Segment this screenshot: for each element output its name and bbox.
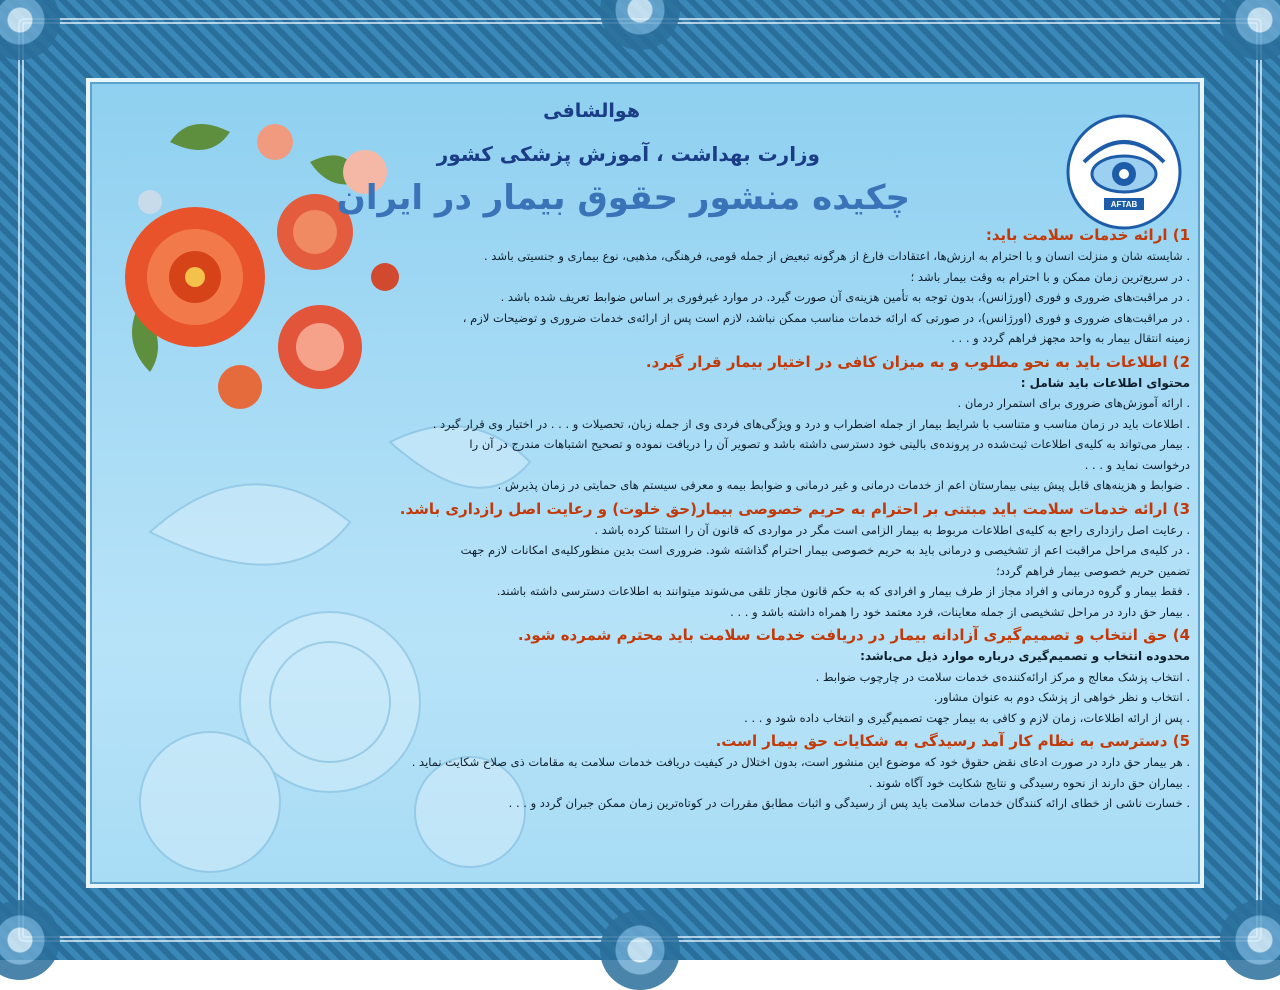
- list-item: . در کلیه‌ی مراحل مراقبت اعم از تشخیصی و درمانی باید به حریم خصوصی بیمار احترام گذاشته شود. ضروری است بدین منظورکلیه‌ی امکانات لازم جهت: [330, 540, 1190, 561]
- list-item: . در مراقبت‌های ضروری و فوری (اورژانس)، در صورتی که ارائه خدمات مناسب ممکن نباشد، لازم است پس از ارائه‌ی خدمات ضروری و توضیحات لازم ،: [330, 308, 1190, 329]
- list-item: . پس از ارائه اطلاعات، زمان لازم و کافی به بیمار جهت تصمیم‌گیری و انتخاب داده شود و . . .: [330, 708, 1190, 729]
- list-item: . اطلاعات باید در زمان مناسب و متناسب با شرایط بیمار از جمله اضطراب و درد و ویژگی‌های فردی وی از جمله زبان، تحصیلات و . . . در اختیار وی قرار گیرد .: [330, 414, 1190, 435]
- list-item: . ضوابط و هزینه‌های قابل پیش بینی بیمارستان اعم از خدمات درمانی و غیر درمانی و ضوابط بیمه و معرفی سیستم های حمایتی در زمان پذیرش .: [330, 475, 1190, 496]
- charter-content: [330, 224, 1190, 814]
- section-subheading: محدوده انتخاب و تصمیم‌گیری درباره موارد ذیل می‌باشد:: [860, 649, 1190, 663]
- frame-bottom-ornament: [600, 910, 680, 990]
- section-subheading: محتوای اطلاعات باید شامل :: [1020, 375, 1190, 390]
- logo-text: AFTAB: [1110, 200, 1138, 209]
- list-item: . ارائه آموزش‌های ضروری برای استمرار درمان .: [330, 393, 1190, 414]
- ministry-title: وزارت بهداشت ، آموزش پزشکی کشور: [436, 142, 820, 166]
- frame-top-ornament: [600, 0, 680, 50]
- charter-panel: [86, 78, 1204, 888]
- section-heading: 3) ارائه خدمات سلامت باید مبتنی بر احترام به حریم خصوصی بیمار(حق خلوت) و رعایت اصل رازداری باشد.: [399, 499, 1190, 518]
- list-item: . بیماران حق دارند از نحوه رسیدگی و نتایج شکایت خود آگاه شوند .: [330, 773, 1190, 794]
- list-item: . انتخاب و نظر خواهی از پزشک دوم به عنوان مشاور.: [330, 687, 1190, 708]
- list-item: . بیمار می‌تواند به کلیه‌ی اطلاعات ثبت‌شده در پرونده‌ی بالینی خود دسترسی داشته باشد و تصویر آن را دریافت نموده و تصحیح اشتباهات مندرج در آن را: [330, 434, 1190, 455]
- list-item: . شایسته شان و منزلت انسان و با احترام به ارزش‌ها، اعتقادات فارغ از هرگونه تبعیض از جمله قومی، فرهنگی، مذهبی، نوع بیماری و جنسیتی باشد .: [330, 246, 1190, 267]
- list-item: . بیمار حق دارد در مراحل تشخیصی از جمله معاینات، فرد معتمد خود را همراه داشته باشد و . . .: [330, 602, 1190, 623]
- list-item: . در سریع‌ترین زمان ممکن و با احترام به وقت بیمار باشد ؛: [330, 267, 1190, 288]
- list-item: زمینه انتقال بیمار به واحد مجهز فراهم گردد و . . .: [951, 331, 1190, 345]
- list-item: . انتخاب پزشک معالج و مرکز ارائه‌کننده‌ی خدمات سلامت در چارچوب ضوابط .: [330, 667, 1190, 688]
- invocation-title: هوالشافی: [543, 100, 640, 122]
- section-heading: 2) اطلاعات باید به نحو مطلوب و به میزان کافی در اختیار بیمار قرار گیرد.: [645, 352, 1190, 371]
- frame-corner-ornament: [1220, 900, 1280, 980]
- page-title: چکیده منشور حقوق بیمار در ایران: [336, 178, 910, 218]
- list-item: . فقط بیمار و گروه درمانی و افراد مجاز از طرف بیمار و افرادی که به حکم قانون مجاز تلقی می‌شوند میتوانند به اطلاعات دسترسی داشته باشند.: [330, 581, 1190, 602]
- frame-corner-ornament: [1220, 0, 1280, 60]
- aftab-logo: [1064, 112, 1184, 232]
- frame-corner-ornament: [0, 900, 60, 980]
- list-item: تضمین حریم خصوصی بیمار فراهم گردد؛: [996, 563, 1190, 578]
- section-heading: 4) حق انتخاب و تصمیم‌گیری آزادانه بیمار در دریافت خدمات سلامت باید محترم شمرده شود.: [517, 626, 1190, 644]
- frame-corner-ornament: [0, 0, 60, 60]
- list-item: درخواست نماید و . . .: [1084, 457, 1190, 472]
- list-item: . هر بیمار حق دارد در صورت ادعای نقض حقوق خود که موضوع این منشور است، بدون اختلال در کیفیت دریافت خدمات سلامت به مقامات ذی صلاح شکایت نماید .: [330, 752, 1190, 773]
- section-heading: 1) ارائه خدمات سلامت باید:: [985, 226, 1190, 244]
- list-item: . رعایت اصل رازداری راجع به کلیه‌ی اطلاعات مربوط به بیمار الزامی است مگر در مواردی که قانون آن را استثنا کرده باشد .: [330, 520, 1190, 541]
- list-item: . خسارت ناشی از خطای ارائه کنندگان خدمات سلامت باید پس از رسیدگی و اثبات مطابق مقررات در کوتاه‌ترین زمان ممکن جبران گردد و . . .: [330, 793, 1190, 814]
- list-item: . در مراقبت‌های ضروری و فوری (اورژانس)، بدون توجه به تأمین هزینه‌ی آن صورت گیرد. در موارد غیرفوری بر اساس ضوابط تعریف شده باشد .: [330, 287, 1190, 308]
- section-heading: 5) دسترسی به نظام کار آمد رسیدگی به شکایات حق بیمار است.: [715, 732, 1190, 750]
